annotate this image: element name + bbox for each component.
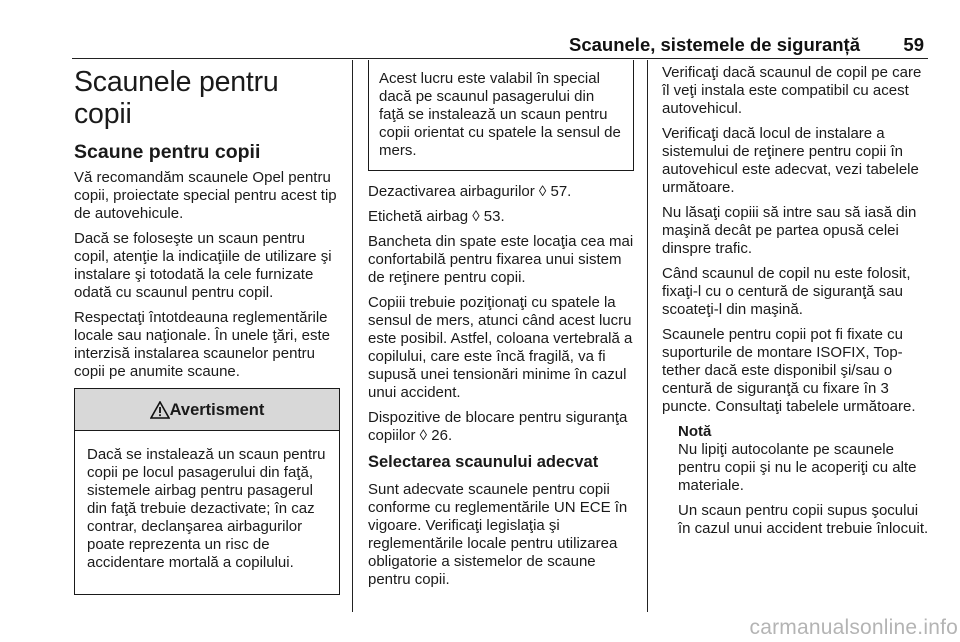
subsection-heading: Selectarea scaunului adecvat bbox=[368, 453, 599, 471]
column-1 bbox=[74, 60, 340, 595]
paragraph: Verificaţi dacă locul de instalare a sistemului de reţinere pentru copii în autovehicul este adecvat, vezi tabelele următoare. bbox=[662, 125, 919, 196]
column-3 bbox=[662, 64, 930, 545]
paragraph: Scaunele pentru copii pot fi fixate cu suporturile de montare ISOFIX, Top-tether dacă este disponibil şi/sau o centură de siguranţă cu fixare în 3 puncte. Consultaţi tabelele următoare. bbox=[662, 326, 916, 415]
page-number: 59 bbox=[903, 34, 924, 55]
cross-reference: Dezactivarea airbagurilor ◊ 57. bbox=[368, 183, 572, 200]
warning-triangle-icon bbox=[150, 401, 170, 419]
column-2 bbox=[368, 60, 634, 596]
paragraph: Copiii trebuie poziţionaţi cu spatele la sensul de mers, atunci când acest lucru este posibil. Astfel, coloana vertebrală a copilului, care este încă fragilă, va fi supusă unei tensionări minime în cazul unui accident. bbox=[368, 294, 633, 401]
warning-continued-text: Acest lucru este valabil în special dacă pe scaunul pasagerului din faţă se instalează un scaun pentru copii orientat cu spatele la sensul de mers. bbox=[379, 70, 621, 159]
paragraph: Când scaunul de copil nu este folosit, fixaţi-l cu o centură de siguranţă sau scoateţi-l din maşină. bbox=[662, 265, 911, 318]
note-paragraph: Nu lipiţi autocolante pe scaunele pentru copii şi nu le acoperiţi cu alte materiale. bbox=[678, 441, 917, 494]
paragraph: Vă recomandăm scaunele Opel pentru copii, proiectate special pentru acest tip de autovehicule. bbox=[74, 169, 337, 222]
warning-title: Avertisment bbox=[169, 400, 265, 419]
paragraph: Respectaţi întotdeauna reglementările locale sau naţionale. În unele ţări, este interzisă instalarea scaunelor pentru copii pe anumite scaune. bbox=[74, 309, 331, 380]
paragraph: Nu lăsaţi copiii să intre sau să iasă din maşină decât pe partea opusă celei dinspre trafic. bbox=[662, 204, 917, 257]
column-divider-1 bbox=[352, 60, 353, 612]
header-rule bbox=[72, 58, 928, 59]
paragraph: Dacă se foloseşte un scaun pentru copil, atenţie la indicaţiile de utilizare şi instalare şi totodată la cele furnizate odată cu scaunul pentru copil. bbox=[74, 230, 332, 301]
column-divider-2 bbox=[647, 60, 648, 612]
section-heading: Scaunele pentru copii bbox=[74, 66, 279, 130]
section-title: Scaunele, sistemele de siguranță bbox=[569, 34, 860, 55]
note-title: Notă bbox=[678, 423, 712, 440]
note-block bbox=[678, 423, 930, 538]
subsection-heading: Scaune pentru copii bbox=[74, 141, 261, 163]
cross-reference: Dispozitive de blocare pentru siguranţa copiilor ◊ 26. bbox=[368, 409, 628, 444]
note-paragraph: Un scaun pentru copii supus şocului în cazul unui accident trebuie înlocuit. bbox=[678, 502, 929, 537]
paragraph: Bancheta din spate este locaţia cea mai confortabilă pentru fixarea unui sistem de reţinere pentru copii. bbox=[368, 233, 634, 286]
watermark: carmanualsonline.info bbox=[749, 616, 958, 639]
warning-text: Dacă se instalează un scaun pentru copii pe locul pasagerului din faţă, sistemele airbag pentru pasagerul din faţă trebuie dezactivate; în caz contrar, declanşarea airbagurilor poate reprezenta un risc de accidentare mortală a copilului. bbox=[87, 446, 326, 571]
paragraph: Sunt adecvate scaunele pentru copii conforme cu reglementările UN ECE în vigoare. Verificaţi legislaţia şi reglementările locale pentru utilizarea obligatorie a sistemelor de scaune pentru copii. bbox=[368, 481, 628, 588]
warning-box bbox=[74, 388, 340, 595]
warning-header bbox=[75, 389, 339, 431]
cross-reference: Etichetă airbag ◊ 53. bbox=[368, 208, 505, 225]
paragraph: Verificaţi dacă scaunul de copil pe care îl veţi instala este compatibil cu acest autovehicul. bbox=[662, 64, 922, 117]
warning-box-continued bbox=[368, 60, 634, 171]
page-header bbox=[72, 34, 928, 58]
